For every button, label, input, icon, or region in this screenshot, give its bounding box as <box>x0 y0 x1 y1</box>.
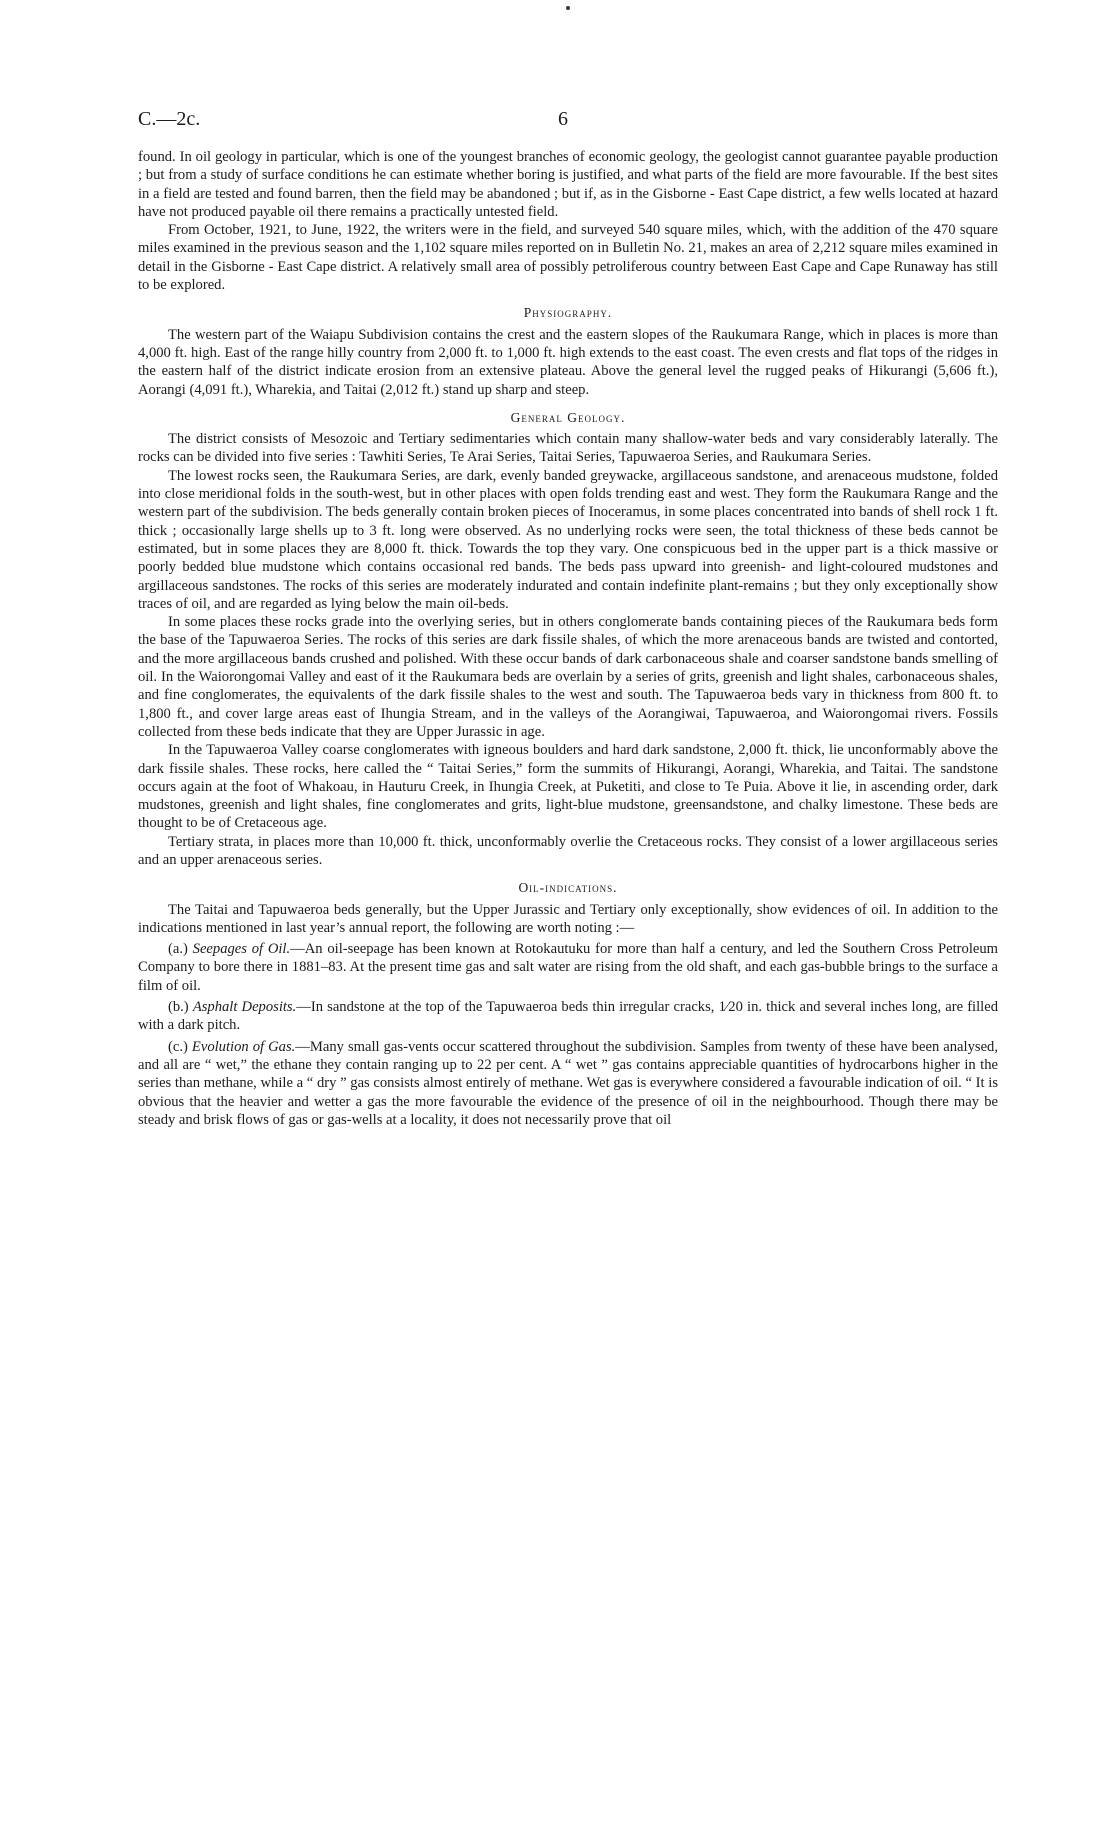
field-paragraph: From October, 1921, to June, 1922, the writers were in the field, and surveyed 540 square miles, which, with the addition of the 470 square miles examined in the previous season and the 1,102 square miles reported on in Bulletin No. 21, makes an area of 2,212 square miles examined in detail in the Gisborne - East Cape district. A relatively small area of possibly petroliferous country between East Cape and Cape Runaway has still to be explored. <box>138 222 998 294</box>
item-text: —An oil-seepage has been known at Rotokautuku for more than half a century, and led the Southern Cross Petroleum Company to bore there in 1881–83. At the present time gas and salt water are rising from the old shaft, and each gas-bubble brings to the surface a film of oil. <box>138 941 999 994</box>
print-speck <box>566 6 570 10</box>
page-body <box>138 148 998 1129</box>
oil-indication-item <box>138 1038 998 1129</box>
item-title: Asphalt Deposits. <box>192 999 297 1016</box>
page-number: 6 <box>558 108 568 130</box>
geology-paragraph: In the Tapuwaeroa Valley coarse conglomerates with igneous boulders and hard dark sandstone, 2,000 ft. thick, lie unconformably above the dark fissile shales. These rocks, here called the “ Taitai Series,” form the summits of Hikurangi, Aorangi, Wharekia, and Taitai. The sandstone occurs again at the foot of Whakoau, in Hauturu Creek, in Ihungia Creek, at Puketiti, and close to Te Puia. Above it lie, in ascending order, dark mudstones, greenish and light shales, fine conglomerates and grits, light-blue mudstone, greensandstone, and chalky limestone. These beds are thought to be of Cretaceous age. <box>138 742 998 832</box>
oil-indication-item <box>138 940 998 995</box>
geology-paragraph: In some places these rocks grade into the overlying series, but in others conglomerate bands containing pieces of the Raukumara beds form the base of the Tapuwaeroa Series. The rocks of this series are dark fissile shales, of which the more arenaceous bands are twisted and contorted, and the more argillaceous bands crushed and polished. With these occur bands of dark carbonaceous shale and coarser sandstone bands smelling of oil. In the Waiorongomai Valley and east of it the Raukumara beds are overlain by a series of grits, greenish and light shales, carbonaceous shales, and fine conglomerates, the equivalents of the dark fissile shales to the west and south. The Tapuwaeroa beds vary in thickness from 800 ft. to 1,800 ft., and cover large areas east of Ihungia Stream, and in the valleys of the Aorangiwai, Tapuwaeroa, and Waiorongomai rivers. Fossils collected from these beds indicate that they are Upper Jurassic in age. <box>138 614 998 740</box>
item-text: —Many small gas-vents occur scattered throughout the subdivision. Samples from twenty of these have been analysed, and all are “ wet,” the ethane they contain ranging up to 22 per cent. A “ wet ” gas contains appreciable quantities of hydrocarbons higher in the series than methane, while a “ dry ” gas consists almost entirely of methane. Wet gas is everywhere considered a favourable indication of oil. “ It is obvious that the heavier and wetter a gas the more favourable the evidence of the presence of oil in the neighbourhood. Though there may be steady and brisk flows of gas or gas-wells at a locality, it does not necessarily prove that oil <box>138 1038 998 1128</box>
oil-indications-heading: Oil-indications. <box>518 880 618 896</box>
intro-paragraph: found. In oil geology in particular, which is one of the youngest branches of economic geology, the geologist cannot guarantee payable production ; but from a study of surface conditions he can estimate whether boring is justified, and what parts of the field are more favourable. If the best sites in a field are tested and found barren, then the field may be abandoned ; but if, as in the Gisborne - East Cape district, a few wells located at hazard have not produced payable oil there remains a practically untested field. <box>138 149 998 220</box>
item-title: Seepages of Oil. <box>192 941 291 958</box>
oil-indications-intro: The Taitai and Tapuwaeroa beds generally, but the Upper Jurassic and Tertiary only exceptionally, show evidences of oil. In addition to the indications mentioned in last year’s annual report, the following are worth noting :— <box>138 901 998 936</box>
physiography-paragraph: The western part of the Waiapu Subdivision contains the crest and the eastern slopes of the Raukumara Range, which in places is more than 4,000 ft. high. East of the range hilly country from 2,000 ft. to 1,000 ft. high extends to the east coast. The even crests and flat tops of the ridges in the eastern half of the district indicate erosion from an extensive plateau. Above the general level the rugged peaks of Hikurangi (5,606 ft.), Aorangi (4,091 ft.), Wharekia, and Taitai (2,012 ft.) stand up sharp and steep. <box>138 326 998 398</box>
document-reference: C.—2c. <box>138 108 201 130</box>
item-marker: (c.) <box>168 1038 188 1055</box>
oil-indication-item <box>138 998 998 1035</box>
item-title: Evolution of Gas. <box>191 1038 296 1055</box>
geology-paragraph: Tertiary strata, in places more than 10,000 ft. thick, unconformably overlie the Cretaceous rocks. They consist of a lower argillaceous series and an upper arenaceous series. <box>138 833 998 868</box>
page-header <box>138 108 998 136</box>
item-marker: (b.) <box>168 999 189 1016</box>
general-geology-heading: General Geology. <box>510 409 626 425</box>
geology-paragraph: The lowest rocks seen, the Raukumara Series, are dark, evenly banded greywacke, argillaceous sandstone, and arenaceous mudstone, folded into close meridional folds in the south-west, but in other places with open folds trending east and west. They form the Raukumara Range and the western part of the subdivision. The beds generally contain broken pieces of Inoceramus, in some places concentrated into bands of shell rock 1 ft. thick ; occasionally large shells up to 3 ft. long were observed. As no underlying rocks were seen, the total thickness of these beds cannot be estimated, but in some places they are 8,000 ft. thick. Towards the top they vary. One conspicuous bed in the upper part is a thick massive or poorly bedded blue mudstone which contains occasional red bands. The beds pass upward into greenish- and light-coloured mudstones and argillaceous sandstones. The rocks of this series are moderately indurated and contain indefinite plant-remains ; but they only exceptionally show traces of oil, and are regarded as lying below the main oil-beds. <box>138 467 998 612</box>
geology-paragraph: The district consists of Mesozoic and Tertiary sedimentaries which contain many shallow-water beds and vary considerably laterally. The rocks can be divided into five series : Tawhiti Series, Te Arai Series, Taitai Series, Tapuwaeroa Series, and Raukumara Series. <box>138 431 998 466</box>
physiography-heading: Physiography. <box>523 305 613 321</box>
item-text: —In sandstone at the top of the Tapuwaeroa beds thin irregular cracks, 1⁄20 in. thick and several inches long, are filled with a dark pitch. <box>138 999 998 1034</box>
item-marker: (a.) <box>168 941 188 958</box>
